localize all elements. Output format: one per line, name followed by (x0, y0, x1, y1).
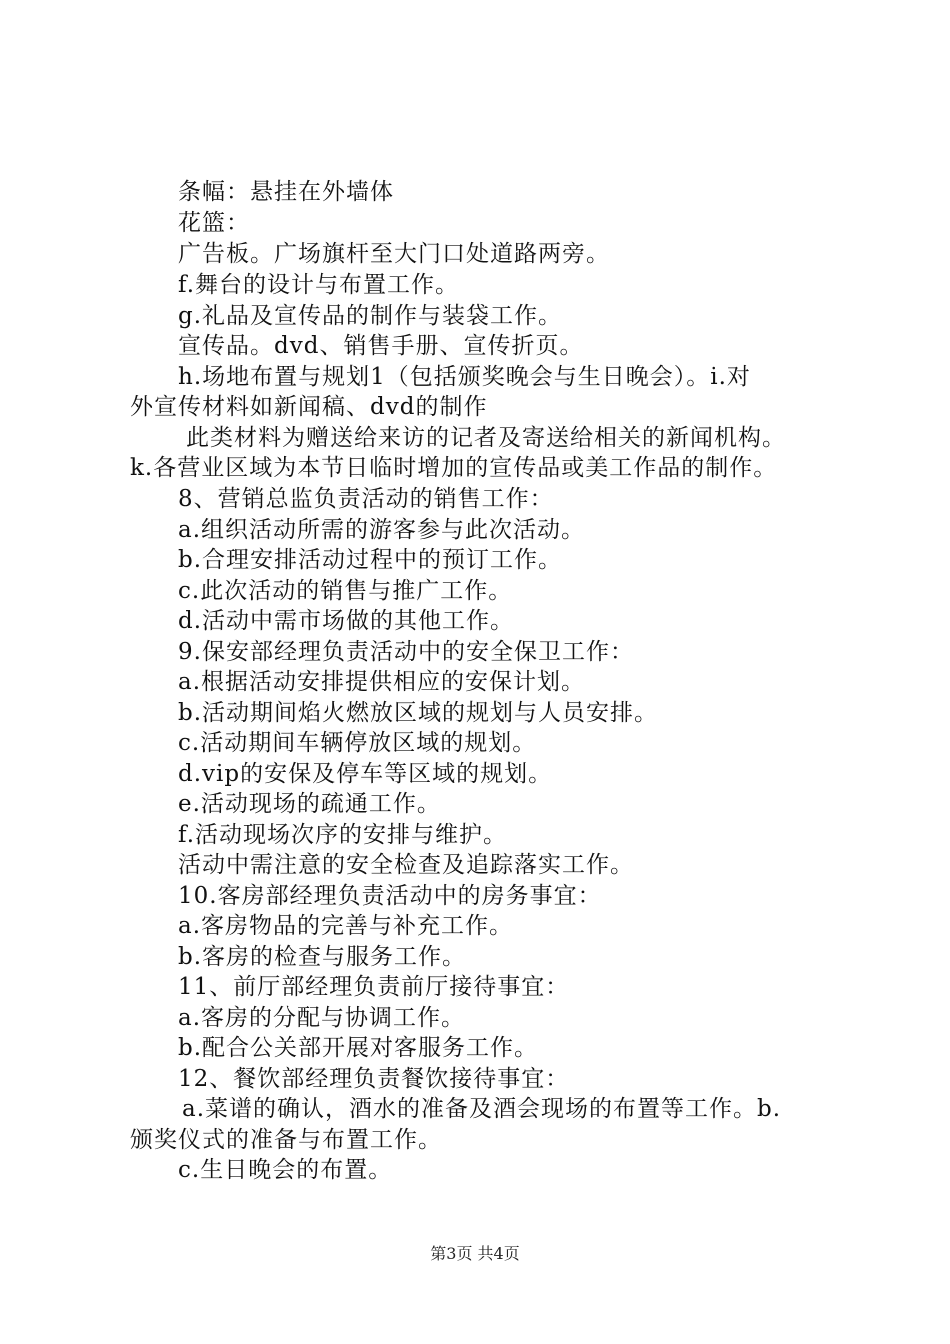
text-line-h-cont: 外宣传材料如新闻稿、dvd的制作 (130, 394, 488, 420)
text-line-materials: 此类材料为赠送给来访的记者及寄送给相关的新闻机构。 (186, 425, 786, 451)
text-line-9: 9.保安部经理负责活动中的安全保卫工作： (178, 639, 634, 665)
text-line-f: f.舞台的设计与布置工作。 (178, 272, 460, 298)
text-line-9b: b.活动期间焰火燃放区域的规划与人员安排。 (178, 700, 659, 726)
text-line-12c: c.生日晚会的布置。 (178, 1157, 393, 1183)
text-line-9d: d.vip的安保及停车等区域的规划。 (178, 761, 553, 787)
text-line-10b: b.客房的检查与服务工作。 (178, 944, 467, 970)
text-line-promo: 宣传品。dvd、销售手册、宣传折页。 (178, 333, 584, 359)
text-line-8d: d.活动中需市场做的其他工作。 (178, 608, 515, 634)
text-line-8b: b.合理安排活动过程中的预订工作。 (178, 547, 563, 573)
text-line-8: 8、营销总监负责活动的销售工作： (178, 486, 554, 512)
text-line-flower-basket: 花篮： (178, 210, 250, 236)
text-line-8a: a.组织活动所需的游客参与此次活动。 (178, 517, 586, 543)
text-line-g: g.礼品及宣传品的制作与装袋工作。 (178, 303, 563, 329)
text-line-h: h.场地布置与规划1（包括颁奖晚会与生日晚会）。i.对 (178, 364, 751, 390)
text-line-10a: a.客房物品的完善与补充工作。 (178, 913, 514, 939)
text-line-12: 12、餐饮部经理负责餐饮接待事宜： (178, 1066, 570, 1092)
text-line-9f: f.活动现场次序的安排与维护。 (178, 822, 508, 848)
text-line-8c: c.此次活动的销售与推广工作。 (178, 578, 513, 604)
text-line-9a: a.根据活动安排提供相应的安保计划。 (178, 669, 586, 695)
text-line-12a-cont: 颁奖仪式的准备与布置工作。 (130, 1127, 442, 1153)
text-line-banner: 条幅：悬挂在外墙体 (178, 179, 394, 205)
text-line-9e: e.活动现场的疏通工作。 (178, 791, 441, 817)
text-line-11a: a.客房的分配与协调工作。 (178, 1005, 466, 1031)
text-line-safety: 活动中需注意的安全检查及追踪落实工作。 (178, 852, 634, 878)
text-line-11b: b.配合公关部开展对客服务工作。 (178, 1035, 539, 1061)
text-line-12a: a.菜谱的确认，酒水的准备及酒会现场的布置等工作。b. (182, 1096, 782, 1122)
text-line-k: k.各营业区域为本节日临时增加的宣传品或美工作品的制作。 (130, 455, 778, 481)
text-line-9c: c.活动期间车辆停放区域的规划。 (178, 730, 537, 756)
page-footer: 第3页 共4页 (430, 1244, 520, 1263)
text-line-billboard: 广告板。广场旗杆至大门口处道路两旁。 (178, 241, 610, 267)
text-line-11: 11、前厅部经理负责前厅接待事宜： (178, 974, 570, 1000)
text-line-10: 10.客房部经理负责活动中的房务事宜： (178, 883, 602, 909)
